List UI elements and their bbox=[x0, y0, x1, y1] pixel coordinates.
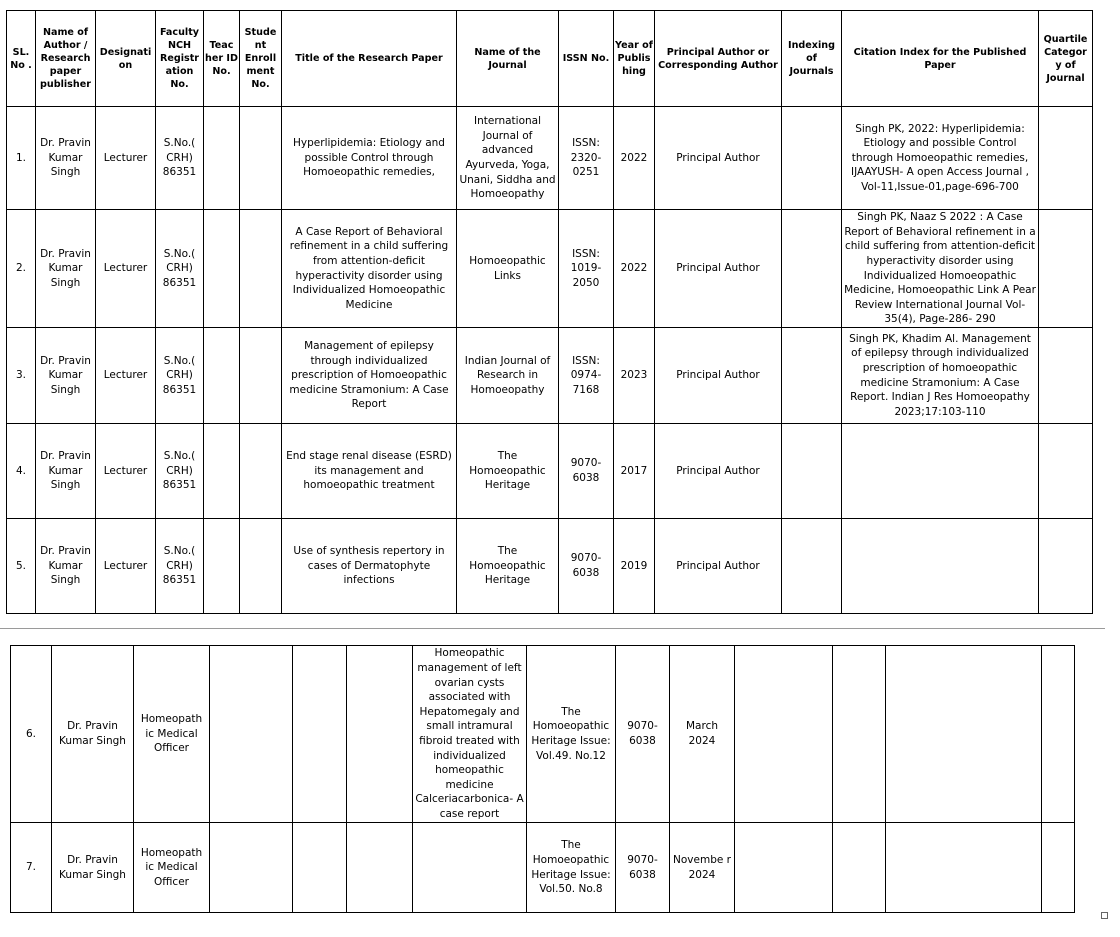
cell-issn: 9070- 6038 bbox=[616, 823, 670, 913]
cell-title: Management of epilepsy through individualized prescription of Homoeopathic medicine Stramonium: A Case Report bbox=[282, 328, 457, 424]
cell-teacher-id bbox=[204, 107, 240, 210]
cell-designation: Lecturer bbox=[96, 424, 156, 519]
cell-title: A Case Report of Behavioral refinement in a child suffering from attention-deficit hyperactivity disorder using Individualized Homoeopathic Medicine bbox=[282, 210, 457, 328]
cell-principal bbox=[735, 646, 833, 823]
cell-sl: 2. bbox=[7, 210, 36, 328]
cell-teacher-id bbox=[204, 424, 240, 519]
cell-citation bbox=[842, 424, 1039, 519]
cell-quartile bbox=[1039, 519, 1093, 614]
cell-indexing bbox=[782, 519, 842, 614]
cell-author: Dr. Pravin Kumar Singh bbox=[36, 328, 96, 424]
cell-faculty-nch: S.No.( CRH) 86351 bbox=[156, 424, 204, 519]
cell-designation: Lecturer bbox=[96, 210, 156, 328]
cell-principal: Principal Author bbox=[655, 107, 782, 210]
cell-issn: 9070- 6038 bbox=[559, 424, 614, 519]
cell-indexing bbox=[782, 424, 842, 519]
cell-year: 2017 bbox=[614, 424, 655, 519]
cell-sl: 7. bbox=[11, 823, 52, 913]
cell-designation: Lecturer bbox=[96, 519, 156, 614]
cell-author: Dr. Pravin Kumar Singh bbox=[52, 823, 134, 913]
cell-designation: Homeopath ic Medical Officer bbox=[134, 646, 210, 823]
cell-year: 2022 bbox=[614, 107, 655, 210]
table-row bbox=[7, 107, 1093, 210]
cell-sl: 1. bbox=[7, 107, 36, 210]
header-sl-no: SL. No . bbox=[7, 11, 36, 107]
cell-quartile bbox=[1039, 328, 1093, 424]
cell-student-enroll bbox=[240, 210, 282, 328]
cell-year: 2022 bbox=[614, 210, 655, 328]
cell-year: 2019 bbox=[614, 519, 655, 614]
cell-year: March 2024 bbox=[670, 646, 735, 823]
cell-principal: Principal Author bbox=[655, 519, 782, 614]
cell-faculty-nch: S.No.( CRH) 86351 bbox=[156, 107, 204, 210]
cell-title bbox=[413, 823, 527, 913]
cell-principal: Principal Author bbox=[655, 328, 782, 424]
header-row bbox=[7, 11, 1093, 107]
cell-indexing bbox=[833, 823, 886, 913]
page-break-rule bbox=[0, 628, 1105, 629]
cell-issn: ISSN: 0974- 7168 bbox=[559, 328, 614, 424]
cell-citation: Singh PK, 2022: Hyperlipidemia: Etiology and possible Control through Homoeopathic remedies, IJAAYUSH- A open Access Journal , Vol-11,Issue-01,page-696-700 bbox=[842, 107, 1039, 210]
cell-faculty-nch bbox=[210, 646, 293, 823]
cell-sl: 5. bbox=[7, 519, 36, 614]
header-indexing: Indexing of Journals bbox=[782, 11, 842, 107]
publications-table-continued bbox=[10, 645, 1075, 913]
header-faculty-nch: Faculty NCH Registr ation No. bbox=[156, 11, 204, 107]
cell-designation: Homeopath ic Medical Officer bbox=[134, 823, 210, 913]
header-title: Title of the Research Paper bbox=[282, 11, 457, 107]
table-row bbox=[11, 823, 1075, 913]
cell-designation: Lecturer bbox=[96, 328, 156, 424]
header-citation: Citation Index for the Published Paper bbox=[842, 11, 1039, 107]
cell-sl: 4. bbox=[7, 424, 36, 519]
cell-student-enroll bbox=[347, 646, 413, 823]
table-row bbox=[11, 646, 1075, 823]
header-student-enroll: Stude nt Enroll ment No. bbox=[240, 11, 282, 107]
cell-citation bbox=[886, 823, 1042, 913]
cell-student-enroll bbox=[240, 328, 282, 424]
table-row bbox=[7, 328, 1093, 424]
cell-designation: Lecturer bbox=[96, 107, 156, 210]
cell-faculty-nch bbox=[210, 823, 293, 913]
cell-teacher-id bbox=[204, 328, 240, 424]
cell-faculty-nch: S.No.( CRH) 86351 bbox=[156, 519, 204, 614]
cell-journal: The Homoeopathic Heritage Issue: Vol.50. No.8 bbox=[527, 823, 616, 913]
cell-sl: 3. bbox=[7, 328, 36, 424]
cell-quartile bbox=[1039, 210, 1093, 328]
cell-issn: ISSN: 2320- 0251 bbox=[559, 107, 614, 210]
header-year: Year of Publis hing bbox=[614, 11, 655, 107]
table-row bbox=[7, 424, 1093, 519]
cell-citation bbox=[886, 646, 1042, 823]
header-quartile: Quartile Categor y of Journal bbox=[1039, 11, 1093, 107]
cell-author: Dr. Pravin Kumar Singh bbox=[36, 210, 96, 328]
cell-title: Hyperlipidemia: Etiology and possible Control through Homoeopathic remedies, bbox=[282, 107, 457, 210]
header-issn: ISSN No. bbox=[559, 11, 614, 107]
table-row bbox=[7, 210, 1093, 328]
cell-principal bbox=[735, 823, 833, 913]
cell-author: Dr. Pravin Kumar Singh bbox=[36, 107, 96, 210]
cell-citation: Singh PK, Naaz S 2022 : A Case Report of Behavioral refinement in a child suffering from attention-deficit hyperactivity disorder using Individualized Homoeopathic Medicine, Homoeopathic Link A Pear Review International Journal Vol- 35(4), Page-286- 290 bbox=[842, 210, 1039, 328]
cell-sl: 6. bbox=[11, 646, 52, 823]
cell-quartile bbox=[1042, 646, 1075, 823]
cell-author: Dr. Pravin Kumar Singh bbox=[52, 646, 134, 823]
cell-indexing bbox=[782, 210, 842, 328]
cell-citation bbox=[842, 519, 1039, 614]
header-designation: Designati on bbox=[96, 11, 156, 107]
cell-title: Use of synthesis repertory in cases of Dermatophyte infections bbox=[282, 519, 457, 614]
cell-journal: The Homoeopathic Heritage bbox=[457, 519, 559, 614]
cell-title: Homeopathic management of left ovarian cysts associated with Hepatomegaly and small intramural fibroid treated with individualized homeopathic medicine Calceriacarbonica- A case report bbox=[413, 646, 527, 823]
cell-student-enroll bbox=[240, 107, 282, 210]
cell-faculty-nch: S.No.( CRH) 86351 bbox=[156, 210, 204, 328]
cell-indexing bbox=[833, 646, 886, 823]
cell-author: Dr. Pravin Kumar Singh bbox=[36, 424, 96, 519]
cell-indexing bbox=[782, 328, 842, 424]
header-teacher-id: Teac her ID No. bbox=[204, 11, 240, 107]
header-journal: Name of the Journal bbox=[457, 11, 559, 107]
cell-journal: Homoeopathic Links bbox=[457, 210, 559, 328]
cell-year: Novembe r 2024 bbox=[670, 823, 735, 913]
cell-journal: International Journal of advanced Ayurveda, Yoga, Unani, Siddha and Homoeopathy bbox=[457, 107, 559, 210]
cell-indexing bbox=[782, 107, 842, 210]
cell-student-enroll bbox=[240, 424, 282, 519]
cell-author: Dr. Pravin Kumar Singh bbox=[36, 519, 96, 614]
header-principal: Principal Author or Corresponding Author bbox=[655, 11, 782, 107]
cell-student-enroll bbox=[347, 823, 413, 913]
cell-quartile bbox=[1042, 823, 1075, 913]
cell-teacher-id bbox=[293, 646, 347, 823]
cell-citation: Singh PK, Khadim Al. Management of epilepsy through individualized prescription of homoeopathic medicine Stramonium: A Case Report. Indian J Res Homoeopathy 2023;17:103-110 bbox=[842, 328, 1039, 424]
cell-issn: ISSN: 1019- 2050 bbox=[559, 210, 614, 328]
cell-issn: 9070- 6038 bbox=[559, 519, 614, 614]
end-of-cell-marker bbox=[1101, 912, 1108, 919]
cell-principal: Principal Author bbox=[655, 210, 782, 328]
header-author: Name of Author / Research paper publisher bbox=[36, 11, 96, 107]
cell-teacher-id bbox=[204, 210, 240, 328]
cell-title: End stage renal disease (ESRD) its management and homoeopathic treatment bbox=[282, 424, 457, 519]
cell-quartile bbox=[1039, 107, 1093, 210]
cell-faculty-nch: S.No.( CRH) 86351 bbox=[156, 328, 204, 424]
cell-journal: The Homoeopathic Heritage Issue: Vol.49. No.12 bbox=[527, 646, 616, 823]
cell-issn: 9070- 6038 bbox=[616, 646, 670, 823]
cell-teacher-id bbox=[204, 519, 240, 614]
cell-student-enroll bbox=[240, 519, 282, 614]
cell-quartile bbox=[1039, 424, 1093, 519]
cell-journal: Indian Journal of Research in Homoeopathy bbox=[457, 328, 559, 424]
cell-teacher-id bbox=[293, 823, 347, 913]
cell-principal: Principal Author bbox=[655, 424, 782, 519]
cell-journal: The Homoeopathic Heritage bbox=[457, 424, 559, 519]
table-row bbox=[7, 519, 1093, 614]
cell-year: 2023 bbox=[614, 328, 655, 424]
publications-table bbox=[6, 10, 1093, 614]
